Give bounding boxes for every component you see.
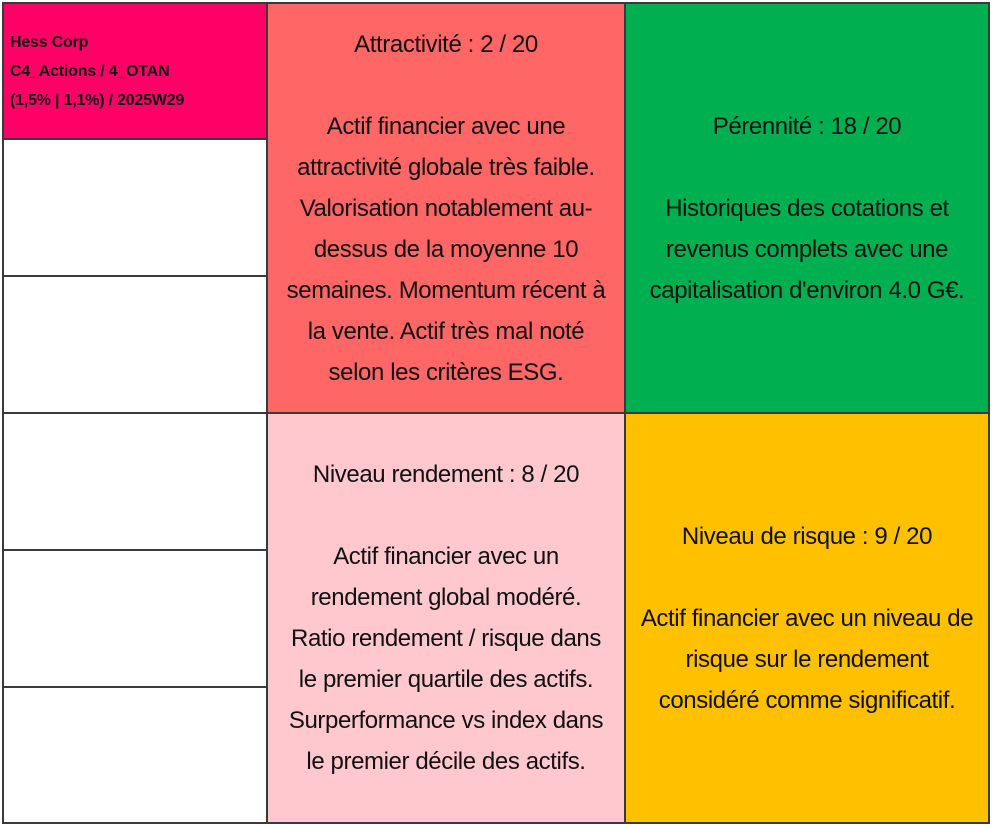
- rendement-title: Niveau rendement : 8 / 20: [312, 461, 580, 488]
- blank-cell: [2, 138, 268, 277]
- blank-cell: [2, 549, 268, 688]
- asset-category: C4_Actions / 4_OTAN: [10, 63, 170, 80]
- asset-header: [2, 2, 268, 140]
- blank-cell: [2, 412, 268, 551]
- blank-cell: [2, 275, 268, 414]
- attractivite-description: Actif financier avec une attractivité globale très faible. Valorisation notablement au- dessus de la moyenne 10 semaines. Momentum récent à la vente. Actif très mal noté selon les critères ESG.: [286, 112, 606, 386]
- blank-cell: [2, 686, 268, 824]
- perennite-description: Historiques des cotations et revenus complets avec une capitalisation d'environ 4.0 G€.: [649, 194, 965, 304]
- risque-title: Niveau de risque : 9 / 20: [681, 522, 933, 550]
- asset-weights-week: (1,5% | 1,1%) / 2025W29: [10, 92, 185, 109]
- attractivite-title: Attractivité : 2 / 20: [354, 30, 538, 58]
- risque-panel: [624, 412, 990, 824]
- risque-description: Actif financier avec un niveau de risque sur le rendement considéré comme significatif.: [640, 604, 974, 714]
- attractivite-panel: [266, 2, 626, 414]
- rendement-description: Actif financier avec un rendement global modéré. Ratio rendement / risque dans le premier quartile des actifs. Surperformance vs index dans le premier décile des actifs.: [288, 543, 604, 775]
- asset-name: Hess Corp: [10, 34, 89, 51]
- rendement-panel: [266, 412, 626, 824]
- perennite-title: Pérennité : 18 / 20: [712, 112, 902, 140]
- perennite-panel: [624, 2, 990, 414]
